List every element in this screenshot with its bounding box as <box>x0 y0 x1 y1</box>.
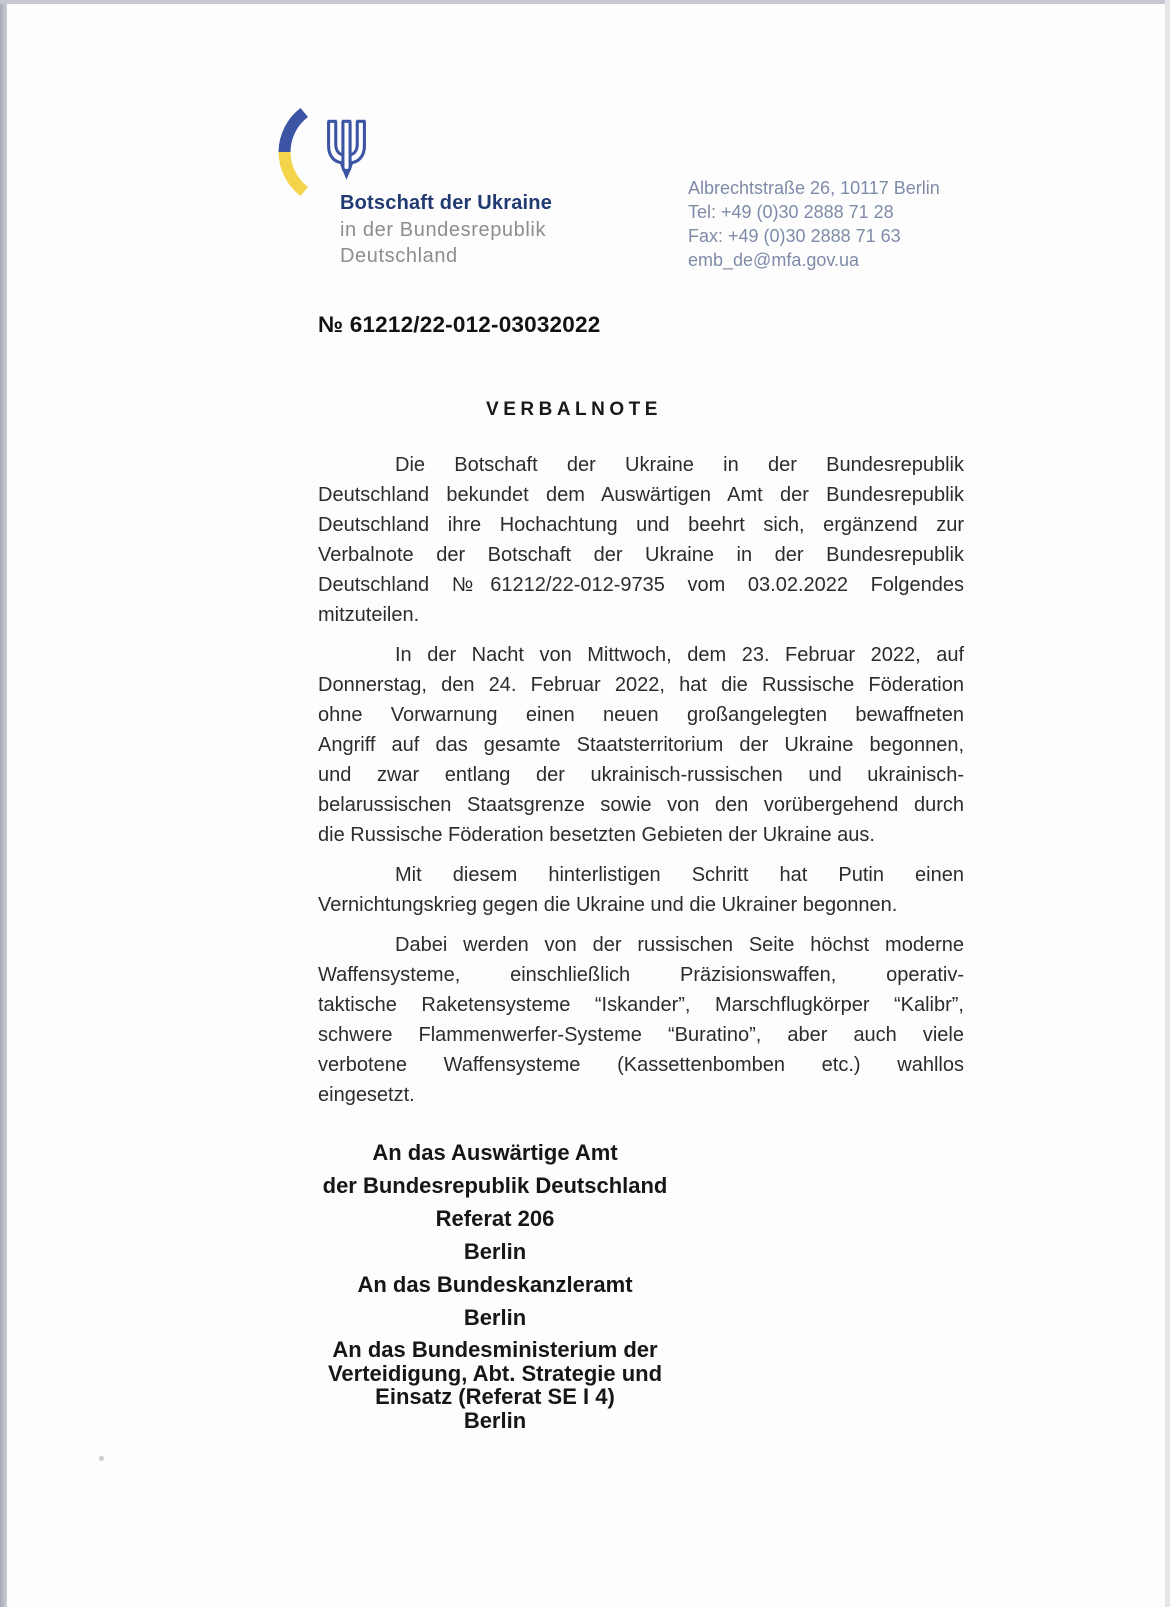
document-title: VERBALNOTE <box>486 399 662 420</box>
ukraine-flag-crescent-icon <box>276 107 309 197</box>
contact-email: emb_de@mfa.gov.ua <box>688 250 860 270</box>
paragraph-2 <box>318 640 964 850</box>
contact-fax: Fax: +49 (0)30 2888 71 63 <box>688 226 901 246</box>
text-line: Deutschland bekundet dem Auswärtigen Amt der Bundesrepublik <box>318 484 964 506</box>
embassy-identity <box>340 190 552 269</box>
page-edge-right <box>1165 0 1170 1607</box>
text-line: ohne Vorwarnung einen neuen großangelegten bewaffneten <box>318 704 964 726</box>
text-line: Die Botschaft der Ukraine in der Bundesrepublik <box>395 454 964 476</box>
paragraph-1 <box>318 450 964 630</box>
scan-speck <box>99 1456 104 1461</box>
ukraine-trident-icon <box>325 119 368 183</box>
recipient-line: An das Bundesministerium der <box>332 1337 658 1362</box>
recipient-line: An das Bundeskanzleramt <box>357 1272 633 1297</box>
recipient-line: Einsatz (Referat SE I 4) <box>375 1384 615 1409</box>
paragraph-4 <box>318 930 964 1110</box>
text-line: Vernichtungskrieg gegen die Ukraine und die Ukrainer begonnen. <box>318 894 898 916</box>
text-line: Angriff auf das gesamte Staatsterritorium der Ukraine begonnen, <box>318 734 964 756</box>
recipient-auswaertiges-amt <box>295 1136 695 1268</box>
page-edge-left <box>0 0 7 1607</box>
recipient-verteidigungsministerium <box>295 1338 695 1432</box>
text-line: mitzuteilen. <box>318 604 420 626</box>
recipient-line: Berlin <box>463 1239 527 1264</box>
text-line: Waffensysteme, einschließlich Präzisionswaffen, operativ- <box>318 964 964 986</box>
org-subtitle-line1: in der Bundesrepublik <box>340 219 547 241</box>
recipient-line: Referat 206 <box>435 1206 555 1231</box>
text-line: Verbalnote der Botschaft der Ukraine in der Bundesrepublik <box>318 544 964 566</box>
body-text <box>318 450 964 1120</box>
reference-number: № 61212/22-012-03032022 <box>318 312 601 337</box>
text-line: Donnerstag, den 24. Februar 2022, hat die Russische Föderation <box>318 674 964 696</box>
recipient-line: An das Auswärtige Amt <box>372 1140 618 1165</box>
text-line: Deutschland ihre Hochachtung und beehrt sich, ergänzend zur <box>318 514 964 536</box>
text-line: die Russische Föderation besetzten Gebieten der Ukraine aus. <box>318 824 875 846</box>
text-line: taktische Raketensysteme “Iskander”, Marschflugkörper “Kalibr”, <box>318 994 964 1016</box>
recipient-line: der Bundesrepublik Deutschland <box>322 1173 668 1198</box>
text-line: verbotene Waffensysteme (Kassettenbomben etc.) wahllos <box>318 1054 964 1076</box>
text-line: eingesetzt. <box>318 1084 415 1106</box>
text-line: In der Nacht von Mittwoch, dem 23. Februar 2022, auf <box>395 644 964 666</box>
recipient-line: Berlin <box>463 1407 527 1433</box>
recipient-line: Berlin <box>463 1305 527 1330</box>
text-line: Dabei werden von der russischen Seite höchst moderne <box>395 934 964 956</box>
text-line: belarussischen Staatsgrenze sowie von den vorübergehend durch <box>318 794 964 816</box>
text-line: und zwar entlang der ukrainisch-russischen und ukrainisch- <box>318 764 964 786</box>
contact-block <box>688 176 940 272</box>
text-line: Mit diesem hinterlistigen Schritt hat Putin einen <box>395 864 964 886</box>
recipient-bundeskanzleramt <box>295 1268 695 1334</box>
text-line: Deutschland №61212/22-012-9735 vom 03.02.2022 Folgendes <box>318 574 964 596</box>
recipient-line: Verteidigung, Abt. Strategie und <box>327 1360 663 1386</box>
org-name: Botschaft der Ukraine <box>340 192 553 214</box>
org-subtitle-line2: Deutschland <box>340 245 458 267</box>
text-line: schwere Flammenwerfer-Systeme “Buratino”, aber auch viele <box>318 1024 964 1046</box>
contact-address: Albrechtstraße 26, 10117 Berlin <box>688 178 940 198</box>
contact-tel: Tel: +49 (0)30 2888 71 28 <box>688 202 894 222</box>
page-edge-top <box>0 0 1170 4</box>
paragraph-3 <box>318 860 964 920</box>
